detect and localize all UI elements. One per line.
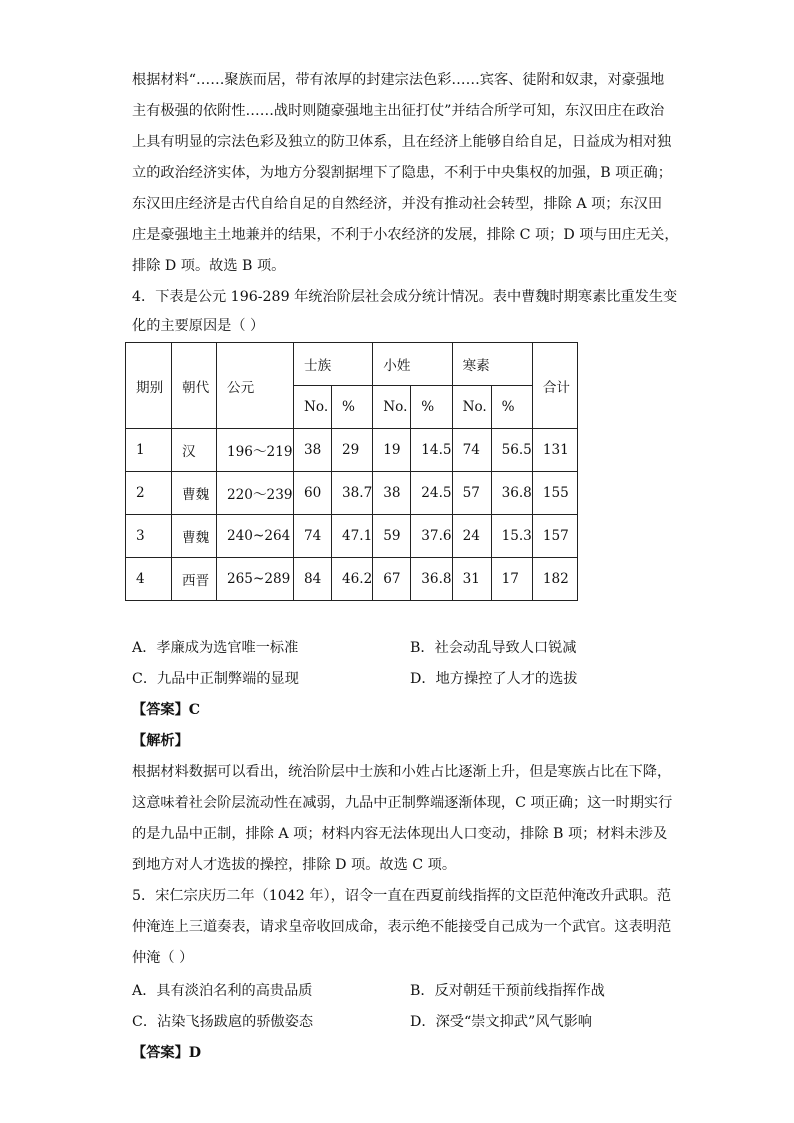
cell: 67 bbox=[373, 558, 411, 601]
question-4-option-b: B．社会动乱导致人口锐减 bbox=[410, 640, 577, 656]
question-4-option-d: D．地方操控了人才的选拔 bbox=[410, 671, 578, 687]
table-row bbox=[126, 515, 578, 558]
cell: 36.8 bbox=[411, 558, 452, 601]
question-5-option-b: B．反对朝廷干预前线指挥作战 bbox=[410, 983, 605, 999]
subheader-pct: % bbox=[332, 386, 373, 429]
analysis-line: 这意味着社会阶层流动性在减弱，九品中正制弊端逐渐体现，C 项正确；这一时期实行 bbox=[132, 795, 673, 811]
cell: 196～219 bbox=[217, 429, 294, 472]
text-line: 庄是豪强地主土地兼并的结果，不利于小农经济的发展，排除 C 项；D 项与田庄无关， bbox=[132, 227, 679, 243]
cell: 19 bbox=[373, 429, 411, 472]
cell: 曹魏 bbox=[172, 472, 217, 515]
analysis-line: 到地方对人才选拔的操控，排除 D 项。故选 C 项。 bbox=[132, 857, 457, 873]
analysis-line: 根据材料数据可以看出，统治阶层中士族和小姓占比逐渐上升，但是寒族占比在下降， bbox=[132, 764, 672, 780]
text-line: 上具有明显的宗法色彩及独立的防卫体系，且在经济上能够自给自足，日益成为相对独 bbox=[132, 134, 672, 150]
cell: 24.5 bbox=[411, 472, 452, 515]
subheader-pct: % bbox=[491, 386, 532, 429]
header-total: 合计 bbox=[532, 343, 577, 429]
cell: 汉 bbox=[172, 429, 217, 472]
header-year: 公元 bbox=[217, 343, 294, 429]
subheader-pct: % bbox=[411, 386, 452, 429]
question-5-answer: 【答案】D bbox=[132, 1045, 202, 1061]
question-4-answer: 【答案】C bbox=[132, 702, 201, 718]
cell: 57 bbox=[452, 472, 491, 515]
text-line: 根据材料“……聚族而居，带有浓厚的封建宗法色彩……宾客、徒附和奴隶，对豪强地 bbox=[132, 72, 665, 88]
question-5-stem: 仲淹（ ） bbox=[132, 950, 194, 966]
cell: 3 bbox=[126, 515, 172, 558]
statistics-table bbox=[125, 342, 578, 601]
table-row bbox=[126, 472, 578, 515]
question-4-stem: 4．下表是公元 196-289 年统治阶层社会成分统计情况。表中曹魏时期寒素比重发生变 bbox=[132, 289, 678, 305]
subheader-no: No. bbox=[452, 386, 491, 429]
cell: 38 bbox=[294, 429, 332, 472]
question-5-option-c: C．沾染飞扬跋扈的骄傲姿态 bbox=[132, 1014, 314, 1030]
cell: 4 bbox=[126, 558, 172, 601]
cell: 157 bbox=[532, 515, 577, 558]
text-line: 排除 D 项。故选 B 项。 bbox=[132, 258, 286, 274]
cell: 220～239 bbox=[217, 472, 294, 515]
cell: 24 bbox=[452, 515, 491, 558]
cell: 155 bbox=[532, 472, 577, 515]
text-line: 主有极强的依附性……战时则随豪强地主出征打仗”并结合所学可知，东汉田庄在政治 bbox=[132, 103, 665, 119]
cell: 47.1 bbox=[332, 515, 373, 558]
cell: 31 bbox=[452, 558, 491, 601]
cell: 38.7 bbox=[332, 472, 373, 515]
cell: 14.5 bbox=[411, 429, 452, 472]
table-row bbox=[126, 558, 578, 601]
cell: 37.6 bbox=[411, 515, 452, 558]
text-line: 东汉田庄经济是古代自给自足的自然经济，并没有推动社会转型，排除 A 项；东汉田 bbox=[132, 196, 663, 212]
table-row bbox=[126, 429, 578, 472]
subheader-no: No. bbox=[373, 386, 411, 429]
header-shizu: 士族 bbox=[294, 343, 373, 386]
cell: 131 bbox=[532, 429, 577, 472]
cell: 29 bbox=[332, 429, 373, 472]
cell: 1 bbox=[126, 429, 172, 472]
analysis-line: 的是九品中正制，排除 A 项；材料内容无法体现出人口变动，排除 B 项；材料未涉及 bbox=[132, 826, 668, 842]
cell: 265~289 bbox=[217, 558, 294, 601]
cell: 56.5 bbox=[491, 429, 532, 472]
cell: 15.3 bbox=[491, 515, 532, 558]
cell: 84 bbox=[294, 558, 332, 601]
cell: 74 bbox=[452, 429, 491, 472]
cell: 17 bbox=[491, 558, 532, 601]
subheader-no: No. bbox=[294, 386, 332, 429]
cell: 60 bbox=[294, 472, 332, 515]
question-5-option-d: D．深受“崇文抑武”风气影响 bbox=[410, 1014, 592, 1030]
question-4-analysis-label: 【解析】 bbox=[132, 733, 189, 749]
question-4-stem: 化的主要原因是（ ） bbox=[132, 318, 265, 334]
cell: 59 bbox=[373, 515, 411, 558]
text-line: 立的政治经济实体，为地方分裂割据埋下了隐患，不利于中央集权的加强，B 项正确； bbox=[132, 165, 672, 181]
question-5-stem: 仲淹连上三道奏表，请求皇帝收回成命，表示绝不能接受自己成为一个武官。这表明范 bbox=[132, 919, 672, 935]
question-4-option-a: A．孝廉成为选官唯一标准 bbox=[132, 640, 299, 656]
cell: 74 bbox=[294, 515, 332, 558]
question-5-option-a: A．具有淡泊名利的高贵品质 bbox=[132, 983, 313, 999]
cell: 182 bbox=[532, 558, 577, 601]
question-5-stem: 5．宋仁宗庆历二年（1042 年），诏令一直在西夏前线指挥的文臣范仲淹改升武职。范 bbox=[132, 888, 672, 904]
cell: 240~264 bbox=[217, 515, 294, 558]
cell: 36.8 bbox=[491, 472, 532, 515]
header-dynasty: 朝代 bbox=[172, 343, 217, 429]
cell: 西晋 bbox=[172, 558, 217, 601]
cell: 46.2 bbox=[332, 558, 373, 601]
cell: 曹魏 bbox=[172, 515, 217, 558]
header-xiaoxing: 小姓 bbox=[373, 343, 452, 386]
question-4-option-c: C．九品中正制弊端的显现 bbox=[132, 671, 299, 687]
header-hansu: 寒素 bbox=[452, 343, 532, 386]
cell: 38 bbox=[373, 472, 411, 515]
cell: 2 bbox=[126, 472, 172, 515]
header-period: 期别 bbox=[126, 343, 172, 429]
